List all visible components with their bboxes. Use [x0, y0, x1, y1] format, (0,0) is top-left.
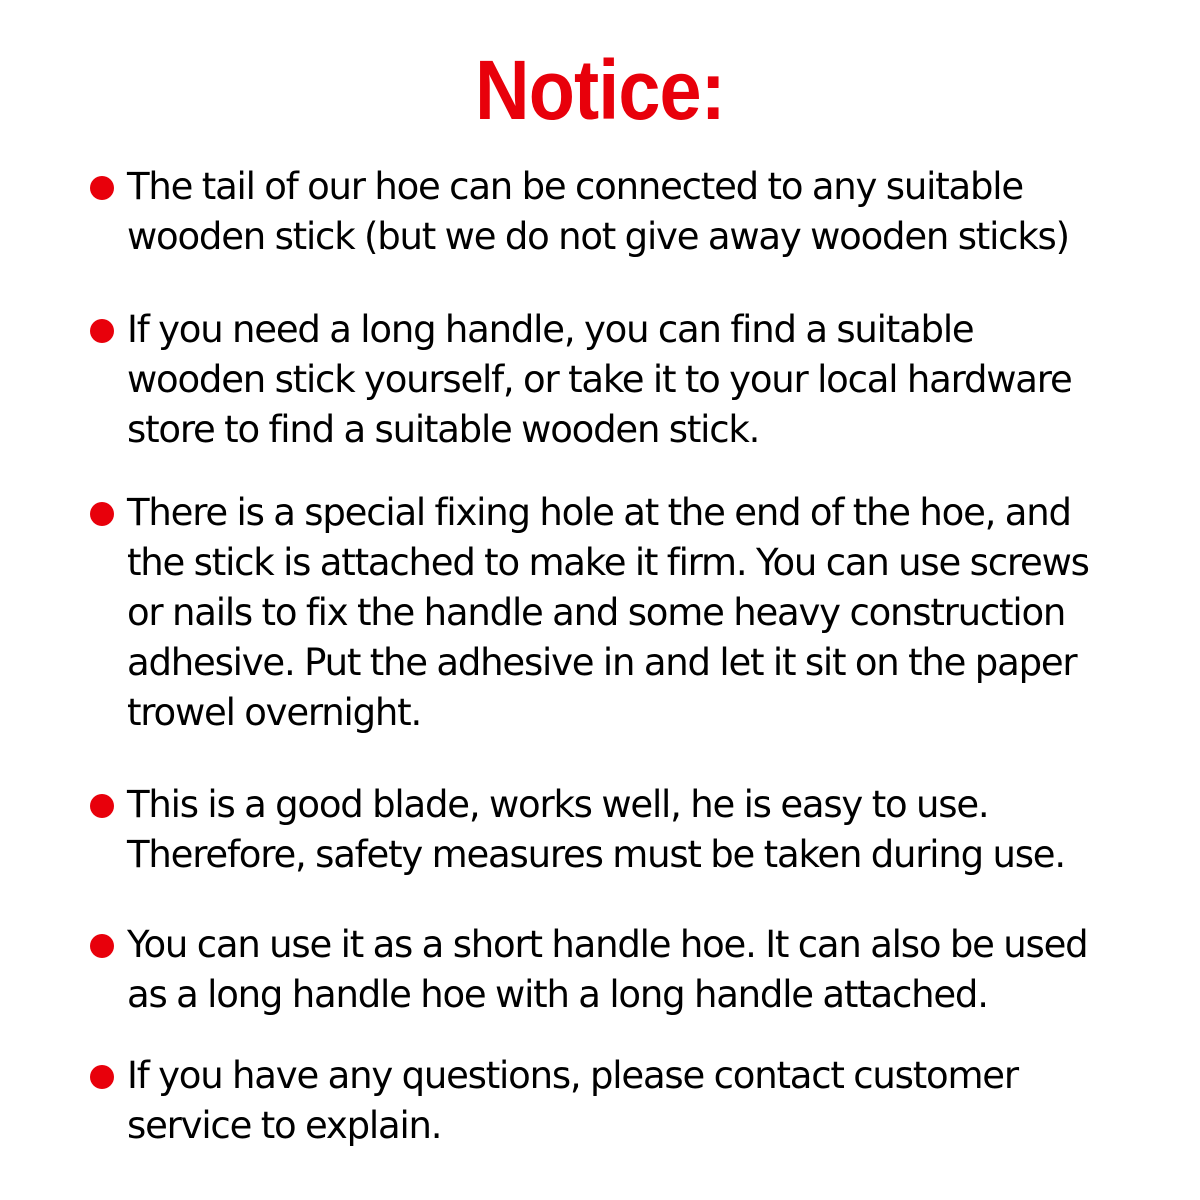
notice-text: If you have any questions, please contact customer service to explain.: [127, 1054, 1018, 1147]
notice-text: You can use it as a short handle hoe. It can also be used as a long handle hoe with a long handle attached.: [127, 923, 1088, 1016]
bullet-icon: [90, 794, 114, 818]
notice-text: The tail of our hoe can be connected to any suitable wooden stick (but we do not give away wooden sticks): [127, 165, 1069, 258]
notice-text: There is a special fixing hole at the end of the hoe, and the stick is attached to make it firm. You can use screws or nails to fix the handle and some heavy construction adhesive. Put the adhesive in and let it sit on the paper trowel overnight.: [127, 491, 1089, 734]
bullet-icon: [90, 934, 114, 958]
notice-text: If you need a long handle, you can find a suitable wooden stick yourself, or take it to your local hardware store to find a suitable wooden stick.: [127, 308, 1072, 451]
notice-text: This is a good blade, works well, he is easy to use. Therefore, safety measures must be taken during use.: [127, 783, 1065, 876]
page-title: Notice:: [475, 43, 725, 137]
bullet-icon: [90, 502, 114, 526]
bullet-icon: [90, 1065, 114, 1089]
bullet-icon: [90, 176, 114, 200]
bullet-icon: [90, 319, 114, 343]
